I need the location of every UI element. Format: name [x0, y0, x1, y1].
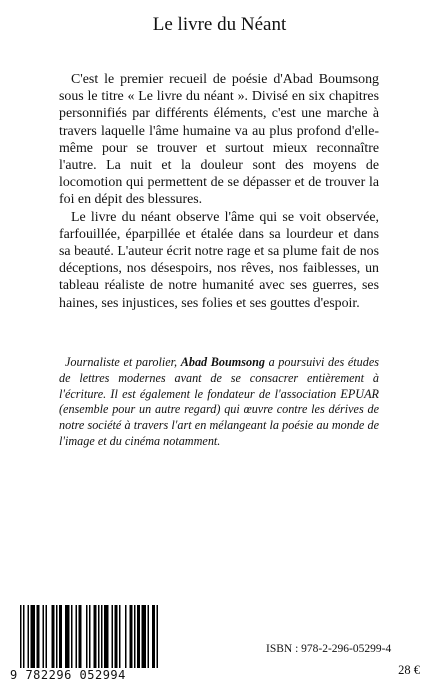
bio-intro: Journaliste et parolier, [65, 355, 181, 369]
bio-paragraph [59, 355, 379, 450]
book-title: Le livre du Néant [152, 14, 287, 35]
barcode-digits: 9 782296 052994 [10, 668, 166, 688]
isbn-label: ISBN : 978-2-296-05299-4 [266, 643, 392, 655]
summary-paragraph-2: Le livre du néant observe l'âme qui se voit observée, farfouillée, éparpillée et étalée dans sa lourdeur et dans sa beauté. L'auteur écrit notre rage et sa plume fait de nos déceptions, nos désespoirs, nos rêves, nos faiblesses, un tableau réaliste de notre humanité avec ses guerres, ses haines, ses injustices, ses folies et ses gouttes d'espoir. [59, 209, 379, 311]
bio-text: a poursuivi des études de lettres modernes avant de se consacrer entièrement à l'écriture. Il est également le fondateur de l'association EPUAR (ensemble pour un autre regard) qui œuvre contre les dérives de notre société à travers l'art en mélangeant la poésie au monde de l'image et du cinéma notamment. [59, 355, 379, 448]
back-cover-summary [59, 71, 379, 312]
barcode [10, 605, 166, 689]
author-biography [59, 355, 379, 450]
author-name: Abad Boumsong [180, 355, 265, 369]
price-label: 28 € [398, 663, 420, 677]
summary-paragraph-1: C'est le premier recueil de poésie d'Abad Boumsong sous le titre « Le livre du néant ». Divisé en six chapitres personnifiés par différents éléments, c'est une marche à travers laquelle l'âme humaine va au plus profond d'elle-même pour se trouver et surtout mieux reconnaître l'autre. La nuit et la douleur sont des moyens de locomotion qui permettent de se dépasser et de trouver la foi en dépit des blessures. [59, 72, 379, 208]
barcode-bars [10, 605, 166, 671]
